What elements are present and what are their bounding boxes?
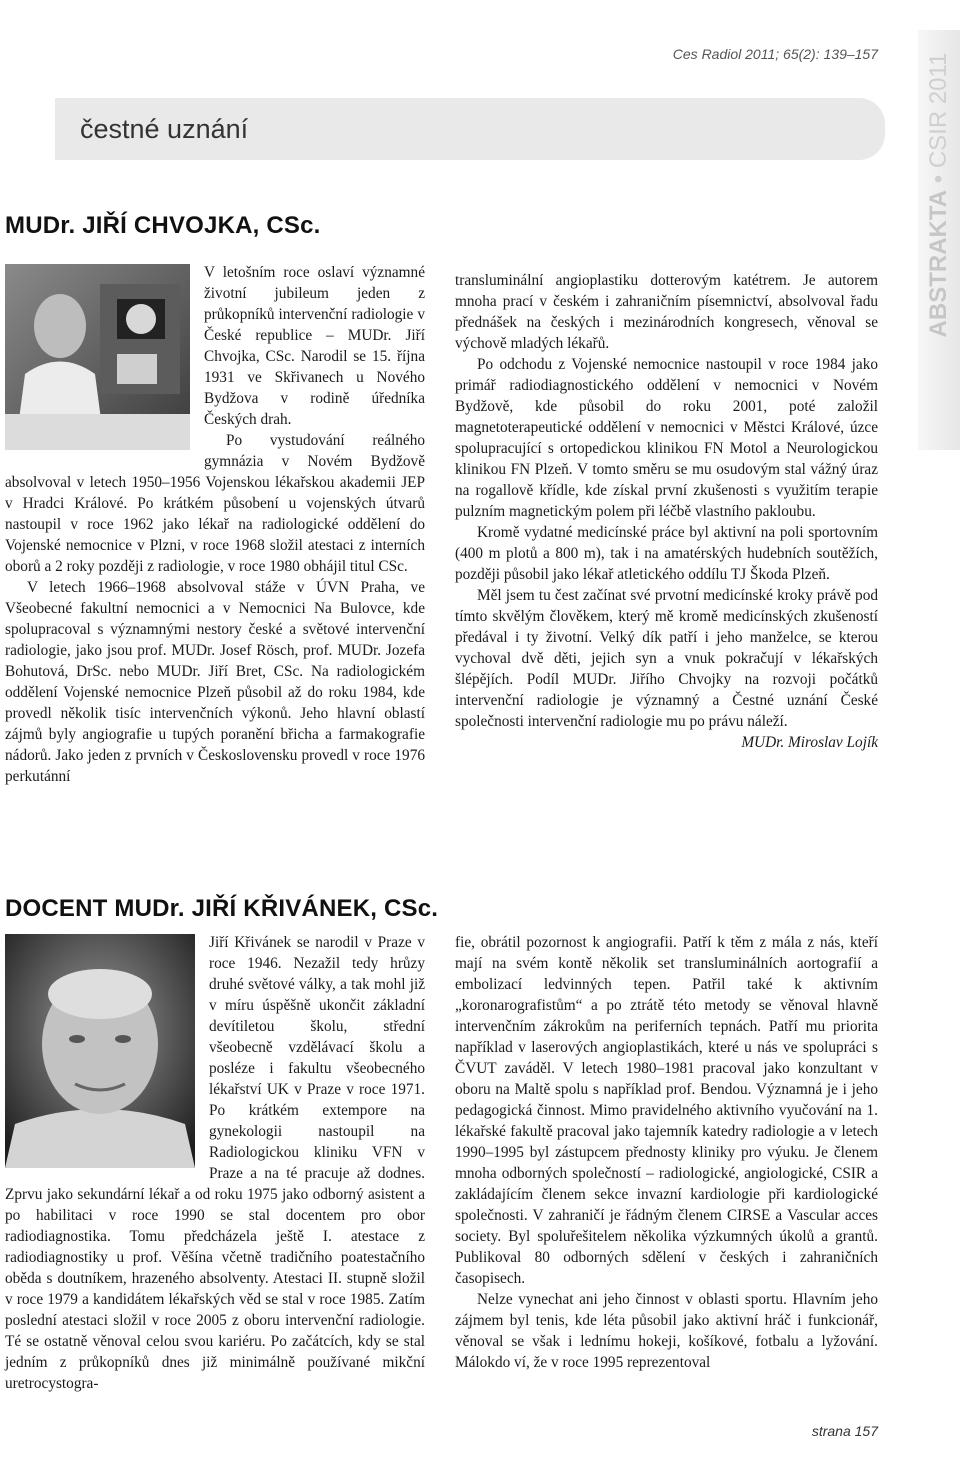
article1-paragraph-7: Měl jsem tu čest začínat své prvotní medicínské kroky právě pod tímto skvělým člověkem, který mě kromě medicínských zkušeností předával i ty životní. Velký dík patří i jeho manželce, se kterou vychoval dvě děti, jejich syn a vnuk pokračují v lékařských šlépějích. Podíl MUDr. Jiřího Chvojky na rozvoji počátků intervenční radiologie je významný a Čestné uznání České společnosti intervenční radiologie mu po právu náleží. [455, 587, 878, 730]
article1-left-column [5, 262, 425, 787]
article1-right-column [455, 270, 878, 753]
side-label-separator: • [925, 168, 952, 190]
section-title: čestné uznání [80, 114, 249, 144]
article2-paragraph-1: Jiří Křivánek se narodil v Praze v roce 1946. Nezažil tedy hrůzy druhé světové války, a tak mohl již v míru úspěšně ukončit základní devítiletou školu, střední všeobecně vzdělávací školu a posléze i fakultu všeobecného lékařství UK v Praze v roce 1971. Po krátkém extempore na gynekologii nastoupil na Radiologickou kliniku VFN v Praze a na té pracuje až dodnes. Zprvu jako sekundární lékař a od roku 1975 jako odborný asistent a po habilitaci v roce 1990 se stal docentem pro obor radiodiagnostika. Tomu předcházela ještě I. atestace z radiodiagnostiky u prof. Věšína včetně tradičního poatestačního oběda s doutníkem, hrazeného absolventy. Atestaci II. stupně složil v roce 1979 a kandidátem lékařských věd se stal v roce 1985. Zatím poslední atestaci složil v roce 2005 z oboru intervenční radiologie. Té se ostatně věnoval celou svou kariéru. Po začátcích, kdy se stal jedním z průkopníků dnes již minimálně používané mikční uretrocystogra- [5, 934, 425, 1392]
section-banner [55, 98, 885, 160]
journal-reference: Ces Radiol 2011; 65(2): 139–157 [672, 46, 878, 62]
portrait-photo-krivanek [5, 934, 195, 1168]
side-label-rest: CSIR 2011 [925, 52, 952, 169]
article1-paragraph-1: V letošním roce oslaví významné životní jubileum jeden z průkopníků intervenční radiologie v České republice – MUDr. Jiří Chvojka, CSc. Narodil se 15. října 1931 ve Skřivanech u Nového Bydžova v rodině úředníka Českých drah. [204, 264, 425, 428]
article1-paragraph-5: Po odchodu z Vojenské nemocnice nastoupil v roce 1984 jako primář radiodiagnostického oddělení v nemocnici v Novém Bydžově, kde působil do roku 2001, poté založil magnetoterapeutické oddělení v nemocnici v Městci Králové, úzce spolupracující s ortopedickou klinikou FN Motol a Neurologickou klinikou FN Plzeň. V tomto směru se mu osudovým stal vážný úraz na rogallově křídle, kde získal první zkušenosti s využitím terapie pulzním magnetickým polem při léčbě vlastního pakloubu. [455, 356, 878, 520]
article1-title: MUDr. JIŘÍ CHVOJKA, CSc. [5, 212, 321, 239]
side-label-bold: ABSTRAKTA [925, 189, 952, 338]
photo-chvojka-image [5, 264, 190, 450]
article2-paragraph-3: Nelze vynechat ani jeho činnost v oblasti sportu. Hlavním jeho zájmem byl tenis, kde léta působil jako aktivní hráč i funkcionář, věnoval se však i lednímu hokeji, košíkové, fotbalu a lyžování. Málokdo ví, že v roce 1995 reprezentoval [455, 1291, 878, 1371]
photo-krivanek-image [5, 934, 195, 1168]
article1-paragraph-6: Kromě vydatné medicínské práce byl aktivní na poli sportovním (400 m plotů a 800 m), tak i na amatérských hudebních soutěžích, později působil jako lékař atletického oddílu TJ Škoda Plzeň. [455, 524, 878, 583]
article1-paragraph-3: V letech 1966–1968 absolvoval stáže v ÚVN Praha, ve Všeobecné fakultní nemocnici a v Nemocnici Na Bulovce, kde spolupracoval s významnými nestory české a světové intervenční radiologie, jako jsou prof. MUDr. Josef Rösch, prof. MUDr. Jozefa Bohutová, DrSc. nebo MUDr. Jiří Bret, CSc. Na radiologickém oddělení Vojenské nemocnice Plzeň působil až do roku 1984, kde provedl několik tisíc intervenčních výkonů. Jeho hlavní oblastí zájmů byly angiografie u tupých poranění břicha a farmakografie nádorů. Jako jeden z prvních v Československu provedl v roce 1976 perkutánní [5, 579, 425, 785]
article1-paragraph-2: Po vystudování reálného gymnázia v Novém Bydžově absolvoval v letech 1950–1956 Vojenskou lékařskou akademii JEP v Hradci Králové. Po krátkém působení u vojenských útvarů nastoupil v roce 1962 jako lékař na radiologické oddělení do Vojenské nemocnice v Plzni, v roce 1968 složil atestaci z interních oborů a 2 roky později z radiologie, v roce 1980 obhájil titul CSc. [5, 432, 425, 575]
article2-paragraph-2: fie, obrátil pozornost k angiografii. Patří k těm z mála z nás, kteří mají na svém kontě několik set transluminálních aortografií a embolizací ledvinných tepen. Patřil také k aktivním „koronarografistům“ a po ztrátě této metody se věnoval hlavně intervenčním zákrokům na periferních tepnách. Patří mu priorita například v laserových angioplastikách, které u nás ve spolupráci s ČVUT zaváděl. V letech 1980–1981 pracoval jako konzultant v oboru na Maltě spolu s například prof. Bendou. Významná je i jeho pedagogická činnost. Mimo pravidelného aktivního vyučování na 1. lékařské fakultě pracoval jako tajemník katedry radiologie a v letech 1990–1995 byl zástupcem přednosty kliniky pro výuku. Je členem mnoha odborných společností – radiologické, angiologické, CSIR a zakládajícím členem sekce invazní kardiologie při kardiologické společnosti. V zahraničí je řádným členem CIRSE a Vascular acces society. Byl spoluřešitelem několika výzkumných úkolů a grantů. Publikoval 80 odborných sdělení v českých i zahraničních časopisech. [455, 934, 878, 1287]
article2-left-column [5, 932, 425, 1394]
portrait-photo-chvojka [5, 264, 190, 450]
side-section-label [924, 45, 954, 345]
article1-signature: MUDr. Miroslav Lojík [741, 734, 878, 751]
article2-right-column [455, 932, 878, 1373]
article1-paragraph-4: transluminální angioplastiku dotterovým katétrem. Je autorem mnoha prací v českém i zahraničním písemnictví, absolvoval řadu přednášek na českých i mezinárodních kongresech, věnoval se výchově mladých lékařů. [455, 272, 878, 352]
page-number: strana 157 [811, 1423, 878, 1439]
article2-title: DOCENT MUDr. JIŘÍ KŘIVÁNEK, CSc. [5, 895, 439, 922]
